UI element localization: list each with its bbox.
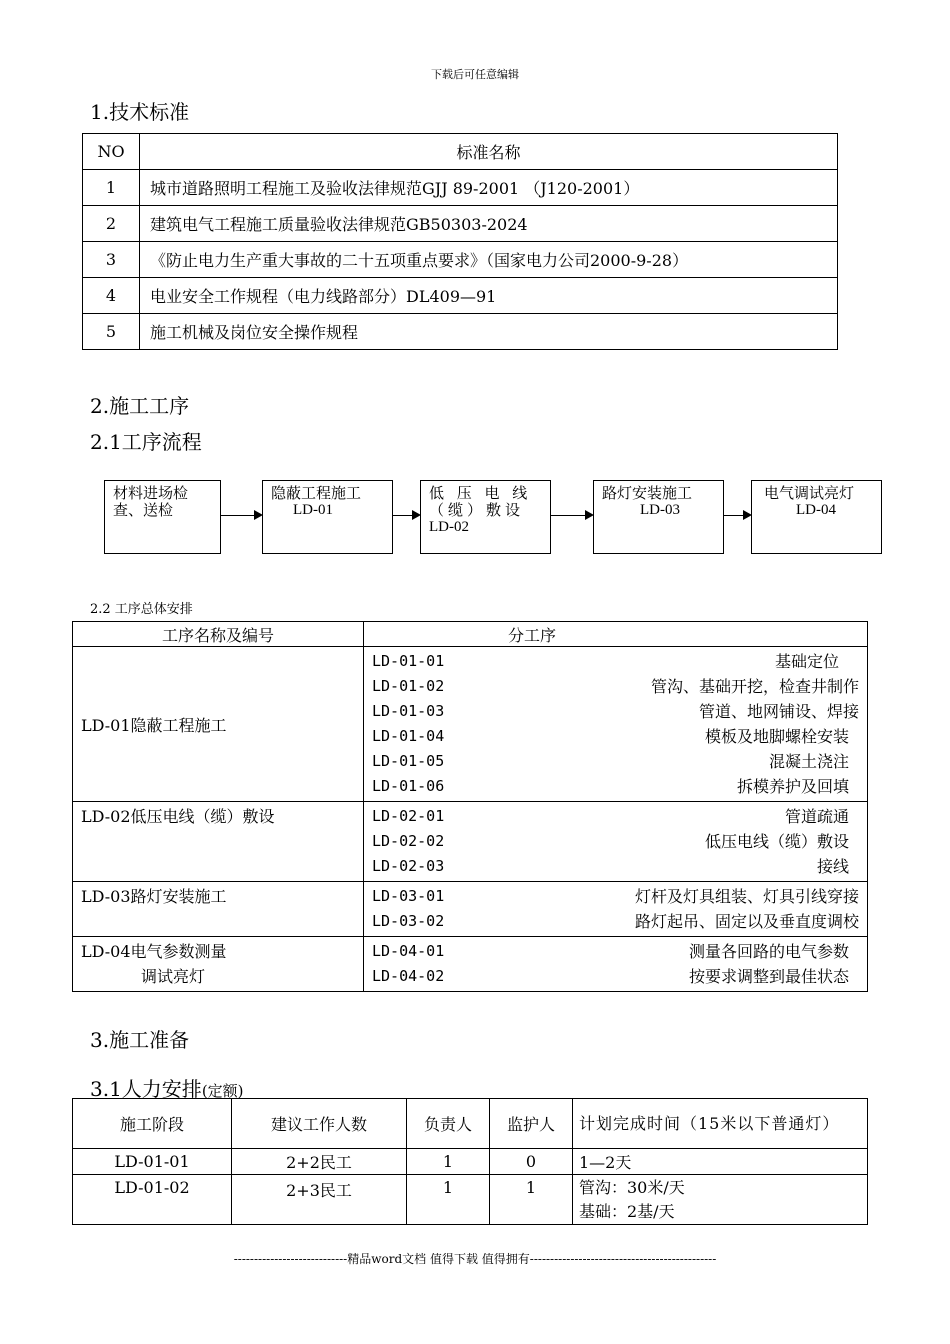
table-row <box>83 314 838 350</box>
arrangement-table <box>72 621 868 992</box>
row-no: 3 <box>83 242 140 278</box>
cell-stage: LD-01-01 <box>73 1149 232 1175</box>
group-name-text: LD-01隐蔽工程施工 <box>81 715 227 735</box>
cell-time-text: 1—2天 <box>579 1153 632 1172</box>
arrow-right-icon <box>393 515 419 516</box>
item-desc: 测量各回路的电气参数 <box>688 942 849 961</box>
section-2-title: 2.施工工序 <box>90 394 190 418</box>
flow-step-code: LD-04 <box>796 502 836 518</box>
list-item <box>372 829 859 854</box>
arrow-right-icon <box>221 515 261 516</box>
item-desc: 接线 <box>816 857 849 876</box>
arrow-right-icon <box>551 515 592 516</box>
table-row <box>83 278 838 314</box>
list-item <box>372 724 859 749</box>
cell-lead: 1 <box>407 1175 490 1225</box>
item-code: LD-02-01 <box>372 807 445 825</box>
footer-note: ----------------------------精品word文档 值得下载 值得拥有---------------------------------------------- <box>233 1252 717 1266</box>
item-code: LD-03-02 <box>372 912 445 930</box>
group-items <box>364 937 868 992</box>
cell-workers: 2+2民工 <box>232 1149 407 1175</box>
item-desc: 管道疏通 <box>784 807 849 826</box>
list-item <box>372 774 859 799</box>
section-3-1-text: 3.1人力安排 <box>90 1077 202 1101</box>
group-name <box>73 647 364 802</box>
flow-step-code: LD-01 <box>293 502 333 518</box>
table-header-row <box>73 622 868 647</box>
group-items <box>364 882 868 937</box>
flow-step-text: 电气调试亮灯 <box>764 484 855 502</box>
table-row <box>83 206 838 242</box>
table-row <box>73 882 868 937</box>
row-name: 城市道路照明工程施工及验收法律规范GJJ 89-2001 （J120-2001） <box>140 170 838 206</box>
table-row <box>83 170 838 206</box>
group-name <box>73 802 364 882</box>
list-item <box>372 884 859 909</box>
item-code: LD-01-04 <box>372 727 445 745</box>
col-name-header: 标准名称 <box>140 134 838 170</box>
table-row <box>73 1149 868 1175</box>
row-no: 1 <box>83 170 140 206</box>
group-name-text: 调试亮灯 <box>141 967 206 986</box>
group-name-text: LD-04电气参数测量 <box>81 942 227 961</box>
flow-step-text: 隐蔽工程施工 <box>271 484 362 502</box>
col-stage-header: 施工阶段 <box>73 1099 232 1149</box>
item-desc: 拆模养护及回填 <box>736 777 849 796</box>
item-code: LD-03-01 <box>372 887 445 905</box>
row-name: 施工机械及岗位安全操作规程 <box>140 314 838 350</box>
flow-step-material-check <box>104 480 221 554</box>
item-code: LD-01-02 <box>372 677 445 695</box>
table-row <box>73 802 868 882</box>
col-subprocess-header: 分工序 <box>364 622 868 647</box>
arrow-right-icon <box>724 515 750 516</box>
flow-step-code: LD-02 <box>429 519 469 535</box>
flow-step-text: 路灯安装施工 <box>602 484 693 502</box>
row-no: 4 <box>83 278 140 314</box>
row-no: 5 <box>83 314 140 350</box>
cell-time <box>573 1149 868 1175</box>
item-desc: 基础定位 <box>774 652 839 671</box>
group-items <box>364 802 868 882</box>
cell-lead: 1 <box>407 1149 490 1175</box>
list-item <box>372 854 859 879</box>
item-desc: 模板及地脚螺栓安装 <box>704 727 849 746</box>
manpower-table <box>72 1098 868 1225</box>
item-code: LD-04-01 <box>372 942 445 960</box>
cell-guard: 1 <box>490 1175 573 1225</box>
section-3-title: 3.施工准备 <box>90 1028 190 1052</box>
item-desc: 灯杆及灯具组装、灯具引线穿接 <box>634 887 859 906</box>
flow-step-ld04 <box>751 480 882 554</box>
table-row <box>83 242 838 278</box>
list-item <box>372 804 859 829</box>
cell-time <box>573 1175 868 1225</box>
col-time-header: 计划完成时间（15米以下普通灯） <box>573 1099 868 1149</box>
flow-step-text: 材料进场检 <box>113 484 189 502</box>
cell-guard: 0 <box>490 1149 573 1175</box>
table-row <box>73 647 868 802</box>
list-item <box>372 649 859 674</box>
section-2-2-title: 2.2 工序总体安排 <box>90 602 193 617</box>
list-item <box>372 674 859 699</box>
list-item <box>372 749 859 774</box>
cell-stage: LD-01-02 <box>73 1175 232 1225</box>
item-code: LD-02-03 <box>372 857 445 875</box>
item-code: LD-01-05 <box>372 752 445 770</box>
cell-time-text: 管沟：30米/天 <box>579 1177 685 1197</box>
item-desc: 路灯起吊、固定以及垂直度调校 <box>634 912 859 931</box>
item-desc: 混凝土浇注 <box>768 752 849 771</box>
col-workers-header: 建议工作人数 <box>232 1099 407 1149</box>
section-3-1-note: (定额) <box>201 1082 244 1100</box>
row-name: 电业安全工作规程（电力线路部分）DL409—91 <box>140 278 838 314</box>
table-header-row <box>73 1099 868 1149</box>
col-lead-header: 负责人 <box>407 1099 490 1149</box>
list-item <box>372 939 859 964</box>
flow-step-code: LD-03 <box>640 502 680 518</box>
table-header-row <box>83 134 838 170</box>
row-name: 《防止电力生产重大事故的二十五项重点要求》（国家电力公司2000-9-28） <box>140 242 838 278</box>
item-code: LD-04-02 <box>372 967 445 985</box>
flow-step-ld01 <box>262 480 393 554</box>
header-note: 下载后可任意编辑 <box>431 68 519 81</box>
list-item <box>372 699 859 724</box>
flow-step-text: 低 压 电 线 <box>429 484 532 502</box>
group-name <box>73 882 364 937</box>
item-desc: 管道、地网铺设、焊接 <box>698 702 859 721</box>
col-process-header: 工序名称及编号 <box>73 622 364 647</box>
row-no: 2 <box>83 206 140 242</box>
flow-step-text: （缆）敷设 <box>429 501 525 519</box>
flow-step-ld02 <box>420 480 551 554</box>
list-item <box>372 909 859 934</box>
table-row <box>73 937 868 992</box>
col-no-header: NO <box>83 134 140 170</box>
cell-time-text: 基础：2基/天 <box>579 1201 675 1221</box>
section-2-1-title: 2.1工序流程 <box>90 430 202 454</box>
flow-step-ld03 <box>593 480 724 554</box>
col-guard-header: 监护人 <box>490 1099 573 1149</box>
item-code: LD-01-06 <box>372 777 445 795</box>
item-desc: 低压电线（缆）敷设 <box>704 832 849 851</box>
list-item <box>372 964 859 989</box>
group-name-text: LD-02低压电线（缆）敷设 <box>81 807 275 826</box>
item-code: LD-01-03 <box>372 702 445 720</box>
group-name <box>73 937 364 992</box>
row-name: 建筑电气工程施工质量验收法律规范GB50303-2024 <box>140 206 838 242</box>
group-items <box>364 647 868 802</box>
item-desc: 管沟、基础开挖，检查井制作 <box>650 677 859 696</box>
table-row <box>73 1175 868 1225</box>
cell-workers: 2+3民工 <box>232 1175 407 1225</box>
item-desc: 按要求调整到最佳状态 <box>688 967 849 986</box>
group-name-text: LD-03路灯安装施工 <box>81 887 227 906</box>
standards-table <box>82 133 838 350</box>
flow-step-text: 查、送检 <box>113 501 174 519</box>
item-code: LD-02-02 <box>372 832 445 850</box>
section-1-title: 1.技术标准 <box>90 100 190 124</box>
item-code: LD-01-01 <box>372 652 445 670</box>
